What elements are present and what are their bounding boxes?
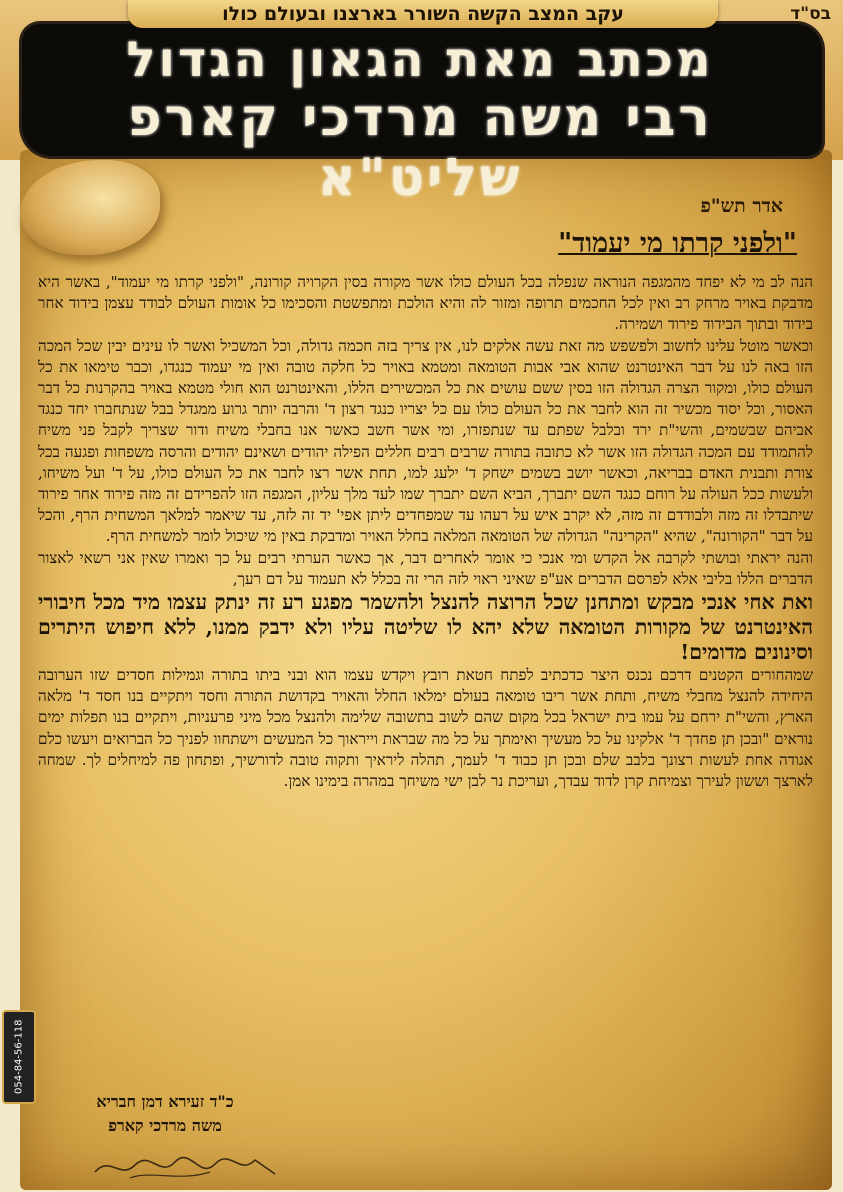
- side-phone-tag: 054-84-56-118: [2, 1010, 36, 1104]
- letter-date: אדר תש"פ: [700, 195, 783, 217]
- handwritten-signature: [90, 1150, 280, 1186]
- paragraph-2: וכאשר מוטל עלינו לחשוב ולפשפש מה זאת עשה אלקים לנו, אין צריך בזה חכמה גדולה, וכל המשכיל ואשר לו עינים יבין שכל המכה הזו באה לנו על דבר האינטרנט שהוא אבי אבות הטומאה ומטמא באויר כל חלקה טובה ואין מי יעמוד כנגדו, וכבר טימאו את כל העולם כולו, ומקור הצרה הגדולה הזו בסין ששם עושים את כל המכשירים הללו, והאינטרנט הוא חולי מטמא באויר בהקרנות כל דבר האסור, וכל יסוד מכשיר זה הוא לחבר את כל העולם כולו עם כל יצריו כנגד רצון ד' והרבה יותר גרוע ממגדל בבל שנתחברו יחד כנגד אביהם שבשמים, והשי"ת ירד ובלבל שפתם עד שנתפזרו, ומי אשר חשב כאשר אנו בחבלי משיח ודור שצריך לקבל פני משיח להתמודד עם המכה הגדולה הזו אשר לא כתובה בתורה שרבים רבים חללים הפילה יהודים ושאינם יהודים והרסה משפחות ופגעה בכל צורת ותבנית האדם בבריאה, וכאשר יושב בשמים ישחק ד' ילעג למו, תחת אשר רצו לחבר את כל העולם כולו, על ד' ועל משיחו, ולעשות ככל העולה על רוחם כנגד השם יתברך, הביא השם יתברך שמו לעד מלך עליון, המגפה הזו להפרידם זה מזה פירוד אחר פירוד שיתבדלו זה מזה ולבודדם זה מזה, לא יקרב איש על רעהו עד שמפחדים ליתן אפי' יד זה לזה, עד שיאמר למלאך המשחית הרף, והכל על דבר "הקורונה", שהיא "הקרינה" הגדולה של הטומאה המלאה בחלל האויר ומדבקת באין מי שיכול לומר למשחית הרף.: [38, 336, 813, 546]
- letter-heading: "ולפני קרתו מי יעמוד": [558, 228, 797, 259]
- letter-body: [38, 272, 813, 792]
- paragraph-3: והנה יראתי ובושתי לקרבה אל הקדש ומי אנכי כי אומר לאחרים דבר, אך כאשר הערתי רבים על כך ואמרו שאין אני רשאי לאצור הדברים הללו בליבי אלא לפרסם הדברים אע"פ שאיני ראוי לזה הרי זה בכלל לא תעמוד על דם רעך,: [38, 548, 813, 588]
- signature-line-2: משה מרדכי קארפ: [108, 1116, 222, 1135]
- paragraph-1: הנה לב מי לא יפחד מהמגפה הנוראה שנפלה בכל העולם כולו אשר מקורה בסין הקרויה קורונה, "ולפני קרתו מי יעמוד", באשר היא מדבקת באויר מרחק רב ואין לכל החכמים תרופה ומזור לה והיא הולכת ומתפשטת והסכימו כל אומות העולם לבודד עצמן בידוד אחר בידוד ובתוך הבידוד פירוד ושמירה.: [38, 273, 813, 334]
- paragraph-emphasis: ואת אחי אנכי מבקש ומתחנן שכל הרוצה להנצל ולהשמר מפגע רע זה ינתק עצמו מיד מכל חיבורי האינטרנט של מקורות הטומאה שלא יהא לו שליטה עליו ולא ידבק ממנו, ללא חיפוש היתרים וסינונים מדומים!: [38, 590, 813, 665]
- page-subtitle: רבי משה מרדכי קארפ שליט"א: [127, 88, 713, 208]
- signature-line-1: כ"ד זעירא דמן חבריא: [96, 1092, 234, 1111]
- top-banner: [128, 0, 718, 28]
- page-title: מכתב מאת הגאון הגדול: [126, 32, 714, 88]
- paragraph-5: שמהחורים הקטנים דרכם נכנס היצר כדכתיב לפתח חטאת רובץ ויקדש עצמו הוא ובני ביתו בתורה וגמילות חסדים שזו הערובה היחידה להנצל מחבלי משיח, ותחת אשר ריבו טומאה בעולם ימלאו החלל והאויר בקדושת התורה וחסד ויתקיים בנו חסד ד' מלאה הארץ, והשי"ת ירחם על עמו בית ישראל בכל מקום שהם לשוב בתשובה שלימה ולהנצל מכל מיני פרעניות, ויתקיים בנו תפלות ימים נוראים "ובכן תן פחדך ד' אלקינו על כל מעשיך ואימתך על כל מה שבראת וייראוך כל המעשים וישתחוו לפניך כל הברואים ויעשו כלם אגודה אחת לעשות רצונך בלבב שלם ובכן תן כבוד ד' לעמך, תהלה ליראיך ותקוה טובה לדורשיך, ופתחון פה למיחלים לך. שמחה לארצך וששון לעירך וצמיחת קרן לדוד עבדך, ועריכת נר לבן ישי משיחך במהרה בימינו אמן.: [38, 666, 813, 791]
- bsd-mark: בס"ד: [790, 4, 831, 24]
- signature-block: [40, 1090, 290, 1138]
- banner-text: עקב המצב הקשה השורר בארצנו ובעולם כולו: [222, 3, 624, 25]
